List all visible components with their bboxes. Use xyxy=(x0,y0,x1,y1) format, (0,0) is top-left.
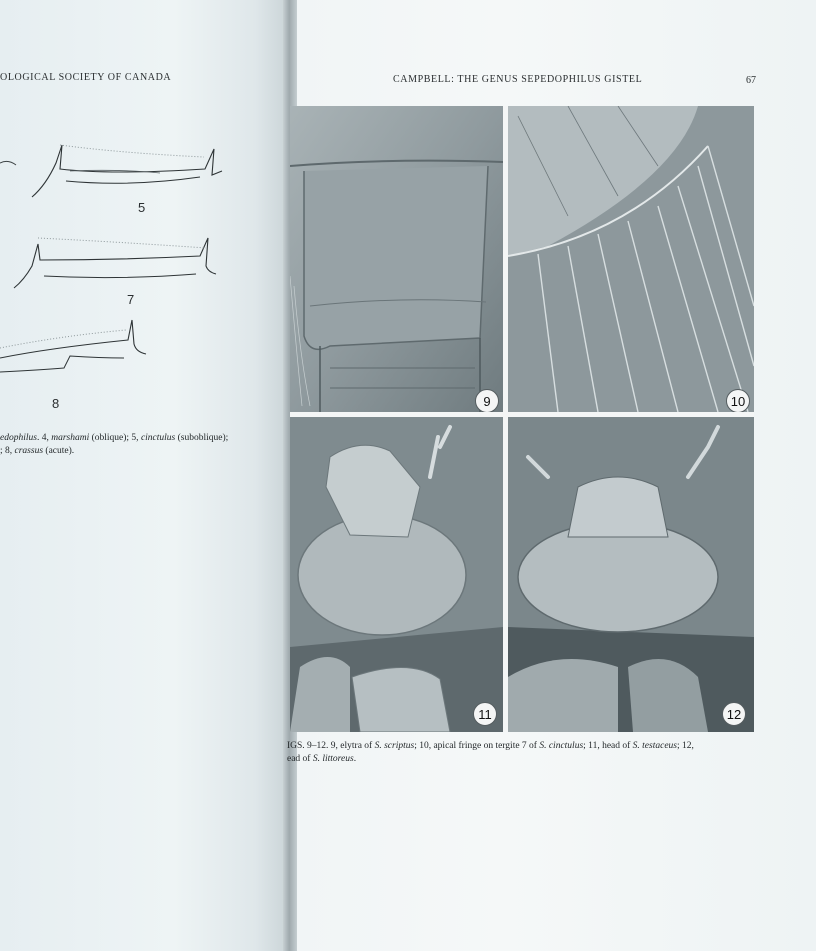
left-caption-line-2: ; 8, crassus (acute). xyxy=(0,446,75,456)
figure-number-7: 7 xyxy=(127,292,135,307)
panel-10-apical-fringe-photo xyxy=(508,106,754,412)
plate-caption xyxy=(287,740,787,766)
left-caption-line-1: edophilus. 4, marshami (oblique); 5, cinctulus (suboblique); xyxy=(0,433,229,443)
drawing-tergite-5 xyxy=(0,135,230,205)
sem-photo-plate xyxy=(290,106,754,732)
figure-number-8: 8 xyxy=(52,396,60,411)
panel-number-11: 11 xyxy=(473,702,497,726)
panel-number-9: 9 xyxy=(475,389,499,412)
panel-11-head-photo xyxy=(290,417,503,732)
panel-9-elytra-photo xyxy=(290,106,503,412)
figure-number-5: 5 xyxy=(138,200,146,215)
left-figure-caption xyxy=(0,432,286,458)
panel-number-10: 10 xyxy=(726,389,750,412)
drawing-tergite-7 xyxy=(0,230,230,295)
drawing-tergite-8 xyxy=(0,318,150,383)
right-running-head: CAMPBELL: THE GENUS SEPEDOPHILUS GISTEL xyxy=(393,74,643,85)
plate-caption-line-1: IGS. 9–12. 9, elytra of S. scriptus; 10, apical fringe on tergite 7 of S. cinctulus; 11, head of S. testaceus; 12, xyxy=(287,741,694,751)
panel-number-12: 12 xyxy=(722,702,746,726)
plate-caption-line-2: ead of S. littoreus. xyxy=(287,754,357,764)
page-number: 67 xyxy=(746,75,756,86)
left-running-head: OLOGICAL SOCIETY OF CANADA xyxy=(0,72,172,83)
panel-12-head-photo xyxy=(508,417,754,732)
